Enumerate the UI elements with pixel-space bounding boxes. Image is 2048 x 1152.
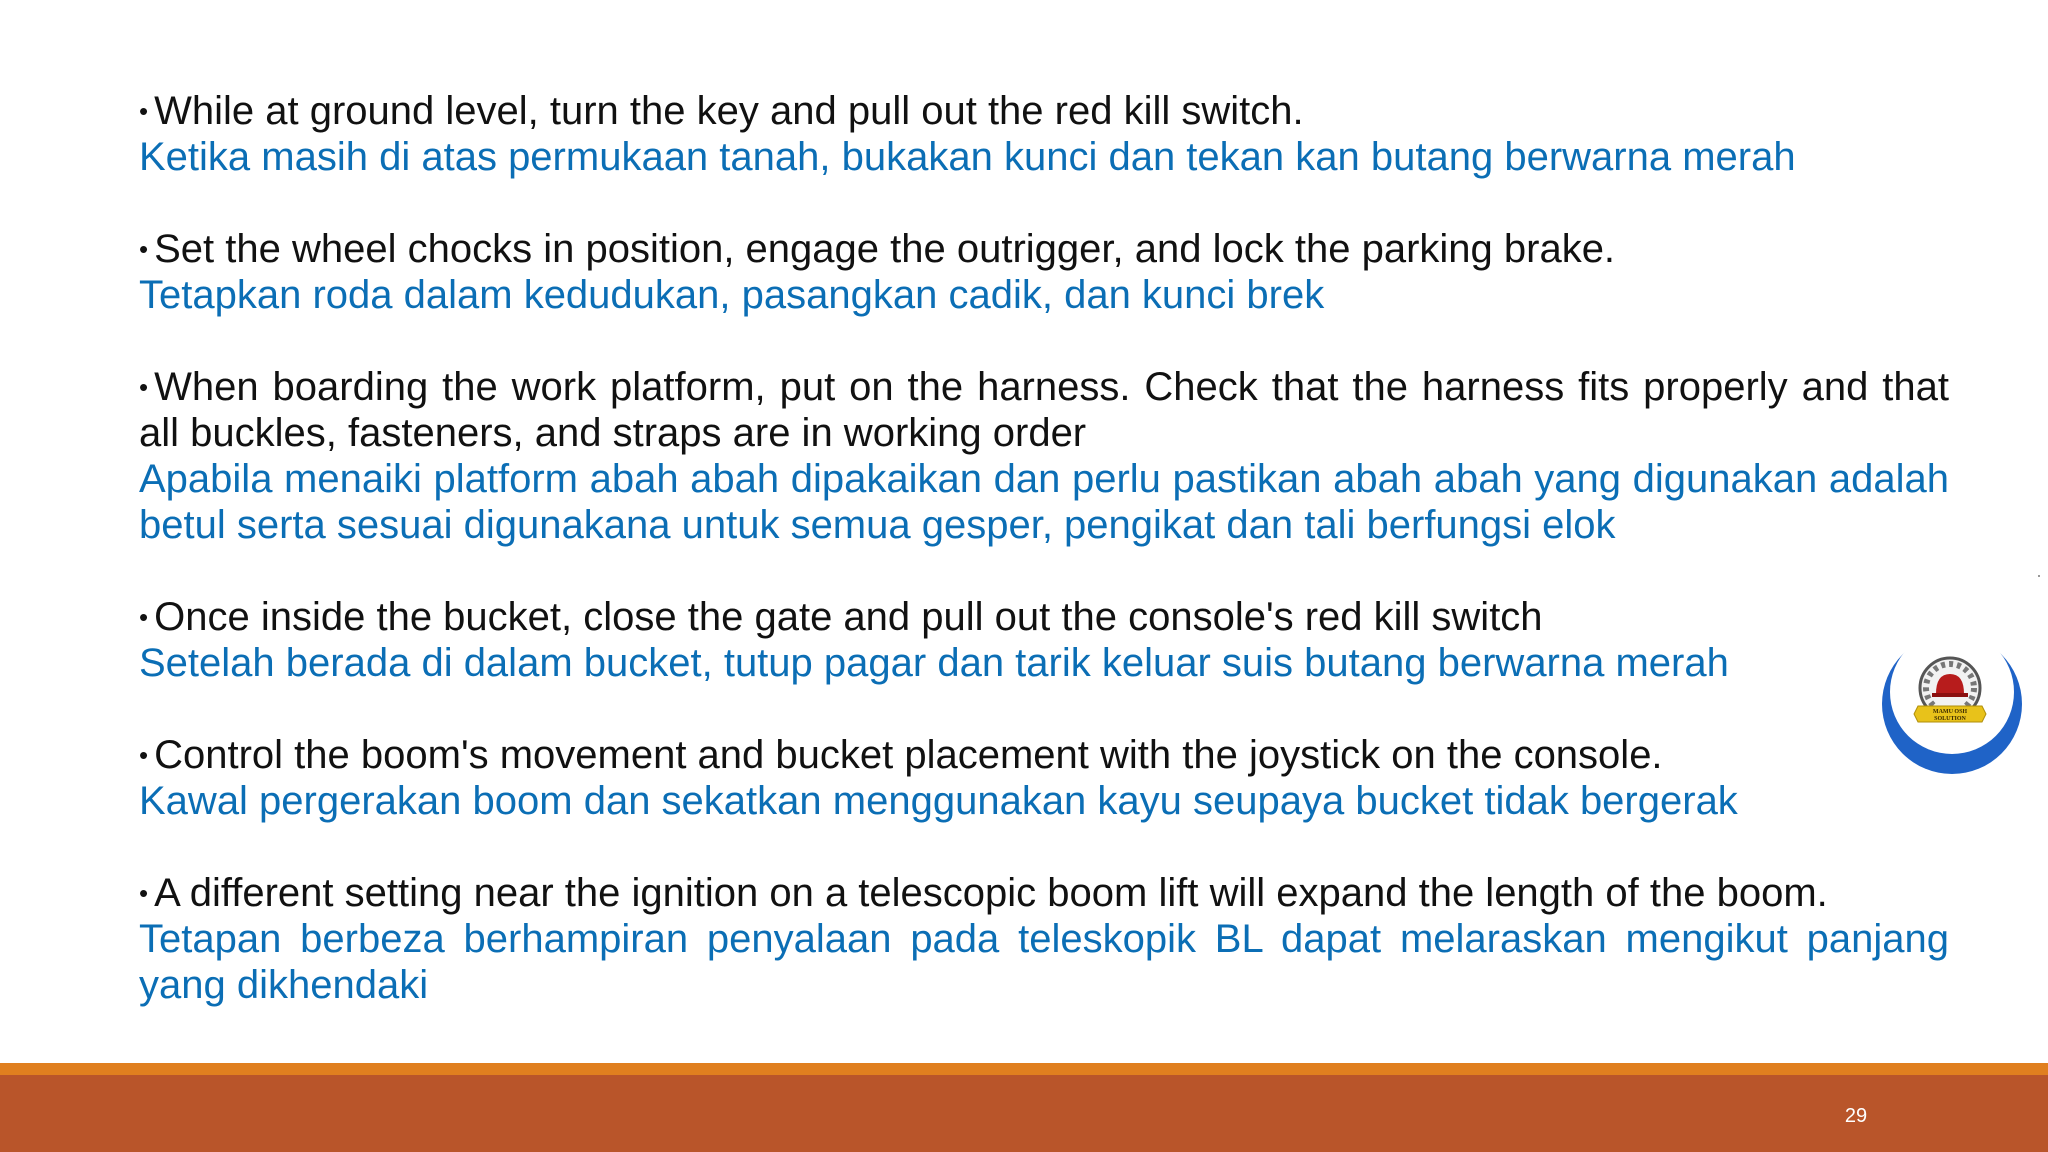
bullet-item-2: [139, 226, 1949, 318]
bullet-point-icon: •: [139, 372, 149, 402]
logo-helmet-brim: [1932, 693, 1968, 697]
bullet-malay-text: Ketika masih di atas permukaan tanah, bukakan kunci dan tekan kan butang berwarna merah: [139, 135, 1796, 179]
bullet-malay-text: Kawal pergerakan boom dan sekatkan menggunakan kayu seupaya bucket tidak bergerak: [139, 779, 1738, 823]
bullet-english-text: [139, 364, 1949, 456]
bullet-list: [139, 88, 1949, 1008]
bullet-item-4: [139, 594, 1949, 686]
english-line: While at ground level, turn the key and pull out the red kill switch.: [154, 89, 1304, 133]
bullet-point-icon: •: [139, 878, 149, 908]
bullet-point-icon: •: [139, 740, 149, 770]
bullet-english-text: [139, 226, 1949, 272]
bullet-item-6: [139, 870, 1949, 1008]
bullet-malay-text: Tetapan berbeza berhampiran penyalaan pada teleskopik BL dapat melaraskan mengikut panjang yang dikhendaki: [139, 917, 1949, 1007]
english-line: Set the wheel chocks in position, engage the outrigger, and lock the parking brake.: [154, 227, 1616, 271]
bullet-point-icon: •: [139, 602, 149, 632]
bullet-english-text: [139, 870, 1949, 916]
page-number: 29: [1844, 1105, 1868, 1127]
logo-text-line2: SOLUTION: [1934, 716, 1966, 722]
logo-text-line1: MAMU OSH: [1932, 709, 1968, 715]
bullet-point-icon: •: [139, 234, 149, 264]
english-line: Once inside the bucket, close the gate and pull out the console's red kill switch: [154, 595, 1543, 639]
bullet-point-icon: •: [139, 96, 149, 126]
footer-bar: [0, 1075, 2048, 1152]
english-line: Control the boom's movement and bucket placement with the joystick on the console.: [154, 733, 1663, 777]
bullet-malay-text: Tetapkan roda dalam kedudukan, pasangkan cadik, dan kunci brek: [139, 273, 1325, 317]
bullet-item-5: [139, 732, 1949, 824]
bullet-item-3: [139, 364, 1949, 548]
bullet-english-text: [139, 88, 1949, 134]
english-line: When boarding the work platform, put on the harness. Check that the harness fits properly and that all buckles, fasteners, and straps are in working order: [139, 365, 1949, 455]
bullet-malay-text: Apabila menaiki platform abah abah dipakaikan dan perlu pastikan abah abah yang digunakan adalah betul serta sesuai digunakana untuk semua gesper, pengikat dan tali berfungsi elok: [139, 457, 1949, 547]
bullet-malay-text: Setelah berada di dalam bucket, tutup pagar dan tarik keluar suis butang berwarna merah: [139, 641, 1729, 685]
english-line: A different setting near the ignition on a telescopic boom lift will expand the length of the boom.: [154, 871, 1828, 915]
bullet-english-text: [139, 732, 1949, 778]
footer-accent-stripe: [0, 1063, 2048, 1075]
bullet-item-1: [139, 88, 1949, 180]
company-logo-icon: [1878, 630, 2026, 778]
bullet-english-text: [139, 594, 1949, 640]
edge-mark: [2038, 575, 2040, 577]
